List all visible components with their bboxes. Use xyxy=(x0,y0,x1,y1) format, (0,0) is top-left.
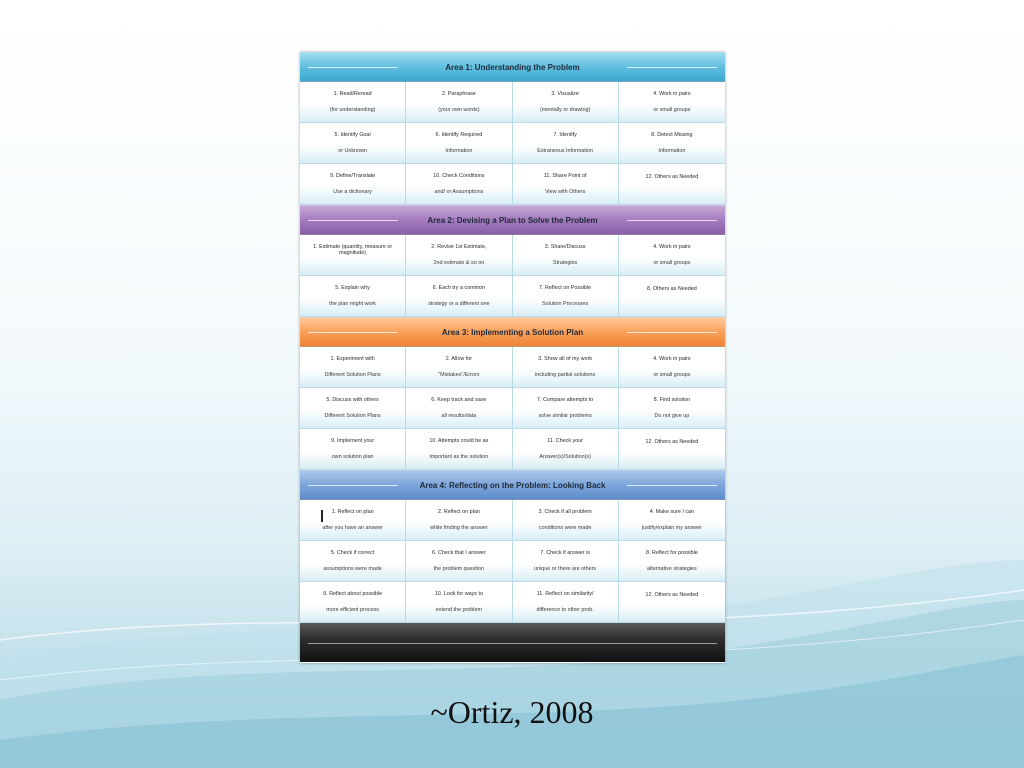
cell-item-label: 8. Reflect for possible xyxy=(645,549,698,556)
problem-solving-table xyxy=(300,52,725,663)
table-cell xyxy=(406,235,512,276)
table-cell xyxy=(513,582,619,623)
table-cell xyxy=(619,82,725,123)
cell-item-label: 4. Make sure I can xyxy=(649,508,695,515)
cell-item-detail: including partial solutions xyxy=(535,371,596,378)
cell-item-detail: alternative strategies xyxy=(647,565,697,572)
table-cell xyxy=(513,388,619,429)
cell-item-label: 4. Work in pairs xyxy=(653,243,691,250)
table-cell xyxy=(513,123,619,164)
cell-item-label: 3. Visualize xyxy=(551,90,579,97)
footer-rule xyxy=(308,643,717,644)
cell-item-detail: conditions were made xyxy=(538,524,592,531)
cell-item-label: 2. Paraphrase xyxy=(441,90,476,97)
table-cell xyxy=(513,164,619,205)
cell-item-label: 5. Identify Goal xyxy=(334,131,371,138)
table-cell xyxy=(513,235,619,276)
area-title: Area 2: Devising a Plan to Solve the Problem xyxy=(427,215,598,225)
cell-item-label: 2. Allow for xyxy=(445,355,473,362)
cell-item-label: 2. Revise 1st Estimate, xyxy=(431,243,487,250)
cell-item-detail: more efficient process xyxy=(326,606,379,613)
cell-item-detail: extend the problem xyxy=(435,606,482,613)
cell-item-detail: Different Solution Plans xyxy=(324,371,381,378)
table-cell xyxy=(406,276,512,317)
header-rule xyxy=(308,220,398,221)
header-rule xyxy=(627,332,717,333)
cell-item-detail: Use a dictionary xyxy=(333,188,372,195)
table-cell xyxy=(300,541,406,582)
table-cell xyxy=(513,429,619,470)
table-cell xyxy=(300,582,406,623)
table-cell xyxy=(300,164,406,205)
cell-item-detail: difference to other prob. xyxy=(536,606,594,613)
cell-item-detail: while finding the answer xyxy=(430,524,488,531)
cell-item-label: 11. Check your xyxy=(547,437,584,444)
cell-item-detail: own solution plan xyxy=(331,453,374,460)
header-rule xyxy=(308,332,398,333)
cell-item-detail: Information xyxy=(445,147,473,154)
cell-item-label: 1. Estimate (quantity, measure or magnitude) xyxy=(313,243,393,257)
table-cell xyxy=(406,429,512,470)
area-4-header xyxy=(300,470,725,500)
cell-item-label: 9. Implement your xyxy=(331,437,375,444)
cell-item-label: 11. Share Point of xyxy=(543,172,587,179)
table-cell xyxy=(300,123,406,164)
cell-item-label: 9. Reflect about possible xyxy=(323,590,383,597)
cell-item-detail: or small groups xyxy=(653,106,691,113)
table-cell xyxy=(406,123,512,164)
cell-item-label: 6. Keep track and save xyxy=(431,396,487,403)
table-cell xyxy=(300,388,406,429)
cell-item-label: 3. Check if all problem xyxy=(538,508,592,515)
cell-item-detail: the plan might work xyxy=(329,300,376,307)
cell-item-detail: the problem question xyxy=(433,565,485,572)
cell-item-detail: (your own words) xyxy=(438,106,480,113)
cell-item-label: 12. Others as Needed xyxy=(645,439,699,446)
table-cell xyxy=(406,500,512,541)
cell-item-detail: or Unknown xyxy=(338,147,367,154)
cell-item-label: 3. Show all of my work xyxy=(538,355,593,362)
area-title: Area 3: Implementing a Solution Plan xyxy=(441,327,584,337)
cell-item-detail: solve similar problems xyxy=(538,412,592,419)
cell-item-detail: (for understanding) xyxy=(329,106,376,113)
cell-item-label: 11. Reflect on similarity/ xyxy=(536,590,594,597)
table-cell xyxy=(300,429,406,470)
cell-item-detail: assumptions were made xyxy=(323,565,382,572)
footer-bar xyxy=(300,623,725,662)
cell-item-detail: unique or there are others xyxy=(534,565,597,572)
cell-item-detail: Answer(s)/Solution(s) xyxy=(539,453,591,460)
cell-item-label: 5. Check if correct xyxy=(330,549,375,556)
table-cell xyxy=(619,582,725,623)
table-cell xyxy=(513,347,619,388)
table-cell xyxy=(406,164,512,205)
cell-item-label: 9. Define/Translate xyxy=(329,172,376,179)
cell-item-detail: Different Solution Plans xyxy=(324,412,381,419)
table-cell xyxy=(619,388,725,429)
cell-item-label: 7. Reflect on Possible xyxy=(539,284,592,291)
cell-item-detail: strategy or a different one xyxy=(428,300,490,307)
cell-item-detail: (mentally or drawing) xyxy=(539,106,591,113)
area-2-header xyxy=(300,205,725,235)
table-cell xyxy=(619,429,725,470)
cell-item-label: 1. Experiment with xyxy=(330,355,375,362)
cell-item-detail: or small groups xyxy=(653,371,691,378)
cell-item-detail: 2nd estimate & so on xyxy=(433,259,485,266)
cell-item-label: 7. Identify xyxy=(553,131,577,138)
cell-item-detail: justify/explain my answer xyxy=(641,524,702,531)
table-cell xyxy=(300,500,406,541)
table-cell xyxy=(300,82,406,123)
table-cell xyxy=(619,500,725,541)
area-3-header xyxy=(300,317,725,347)
table-cell xyxy=(406,582,512,623)
cell-item-label: 1. Reflect on plan xyxy=(331,508,374,515)
cell-item-detail: important as the solution xyxy=(429,453,489,460)
header-rule xyxy=(627,67,717,68)
cell-item-detail: after you have an answer xyxy=(322,524,383,531)
cell-item-label: 8. Find solution xyxy=(653,396,691,403)
cell-item-detail: "Mistakes"/Errors xyxy=(438,371,480,378)
cell-item-label: 10. Attempts could be as xyxy=(429,437,489,444)
area-title: Area 1: Understanding the Problem xyxy=(445,62,580,72)
area-1-header xyxy=(300,52,725,82)
cell-item-label: 7. Check if answer is xyxy=(540,549,590,556)
area-title: Area 4: Reflecting on the Problem: Looking Back xyxy=(419,480,606,490)
table-cell xyxy=(406,347,512,388)
cell-item-label: 4. Work in pairs xyxy=(653,90,691,97)
area-2-grid xyxy=(300,235,725,317)
table-cell xyxy=(406,541,512,582)
table-cell xyxy=(513,500,619,541)
cell-item-label: 7. Compare attempts to xyxy=(536,396,594,403)
table-cell xyxy=(619,541,725,582)
table-cell xyxy=(619,164,725,205)
table-cell xyxy=(619,123,725,164)
header-rule xyxy=(627,485,717,486)
cell-item-label: 12. Others as Needed xyxy=(645,174,699,181)
table-cell xyxy=(619,347,725,388)
cell-item-label: 6. Identify Required xyxy=(435,131,483,138)
header-rule xyxy=(627,220,717,221)
table-cell xyxy=(300,347,406,388)
cell-item-label: 5. Explain why xyxy=(335,284,370,291)
cell-item-detail: Strategies xyxy=(552,259,578,266)
table-cell xyxy=(406,388,512,429)
cell-item-detail: all results/data xyxy=(441,412,477,419)
cell-item-label: 8. Detect Missing xyxy=(651,131,693,138)
cell-item-label: 5. Discuss with others xyxy=(326,396,379,403)
cell-item-label: 2. Reflect on plan xyxy=(437,508,480,515)
area-3-grid xyxy=(300,347,725,470)
cell-item-label: 6. Each try a common xyxy=(432,284,486,291)
table-cell xyxy=(513,276,619,317)
cell-item-label: 1. Read/Reread xyxy=(333,90,372,97)
table-cell xyxy=(406,82,512,123)
cell-item-label: 4. Work in pairs xyxy=(653,355,691,362)
area-4-grid xyxy=(300,500,725,623)
cell-item-label: 8. Others as Needed xyxy=(647,286,697,293)
table-cell xyxy=(300,276,406,317)
table-cell xyxy=(300,235,406,276)
cell-item-detail: Solution Processes xyxy=(542,300,589,307)
table-cell xyxy=(619,276,725,317)
table-cell xyxy=(619,235,725,276)
cell-item-detail: or small groups xyxy=(653,259,691,266)
cell-item-label: 10. Check Conditions xyxy=(433,172,485,179)
cell-item-label: 12. Others as Needed xyxy=(645,592,699,599)
table-cell xyxy=(513,82,619,123)
area-1-grid xyxy=(300,82,725,205)
cell-item-label: 10. Look for ways to xyxy=(434,590,483,597)
header-rule xyxy=(308,485,398,486)
cell-item-detail: Extraneous Information xyxy=(537,147,593,154)
cell-item-detail: Do not give up xyxy=(654,412,690,419)
header-rule xyxy=(308,67,398,68)
table-cell xyxy=(513,541,619,582)
cell-item-label: 6. Check that I answer xyxy=(432,549,486,556)
cell-item-detail: and/ or Assumptions xyxy=(434,188,484,195)
cell-item-detail: Information xyxy=(658,147,686,154)
citation: ~Ortiz, 2008 xyxy=(430,694,594,730)
text-cursor-icon xyxy=(321,510,323,522)
cell-item-label: 3. Share/Discuss xyxy=(544,243,586,250)
cell-item-detail: View with Others xyxy=(544,188,586,195)
